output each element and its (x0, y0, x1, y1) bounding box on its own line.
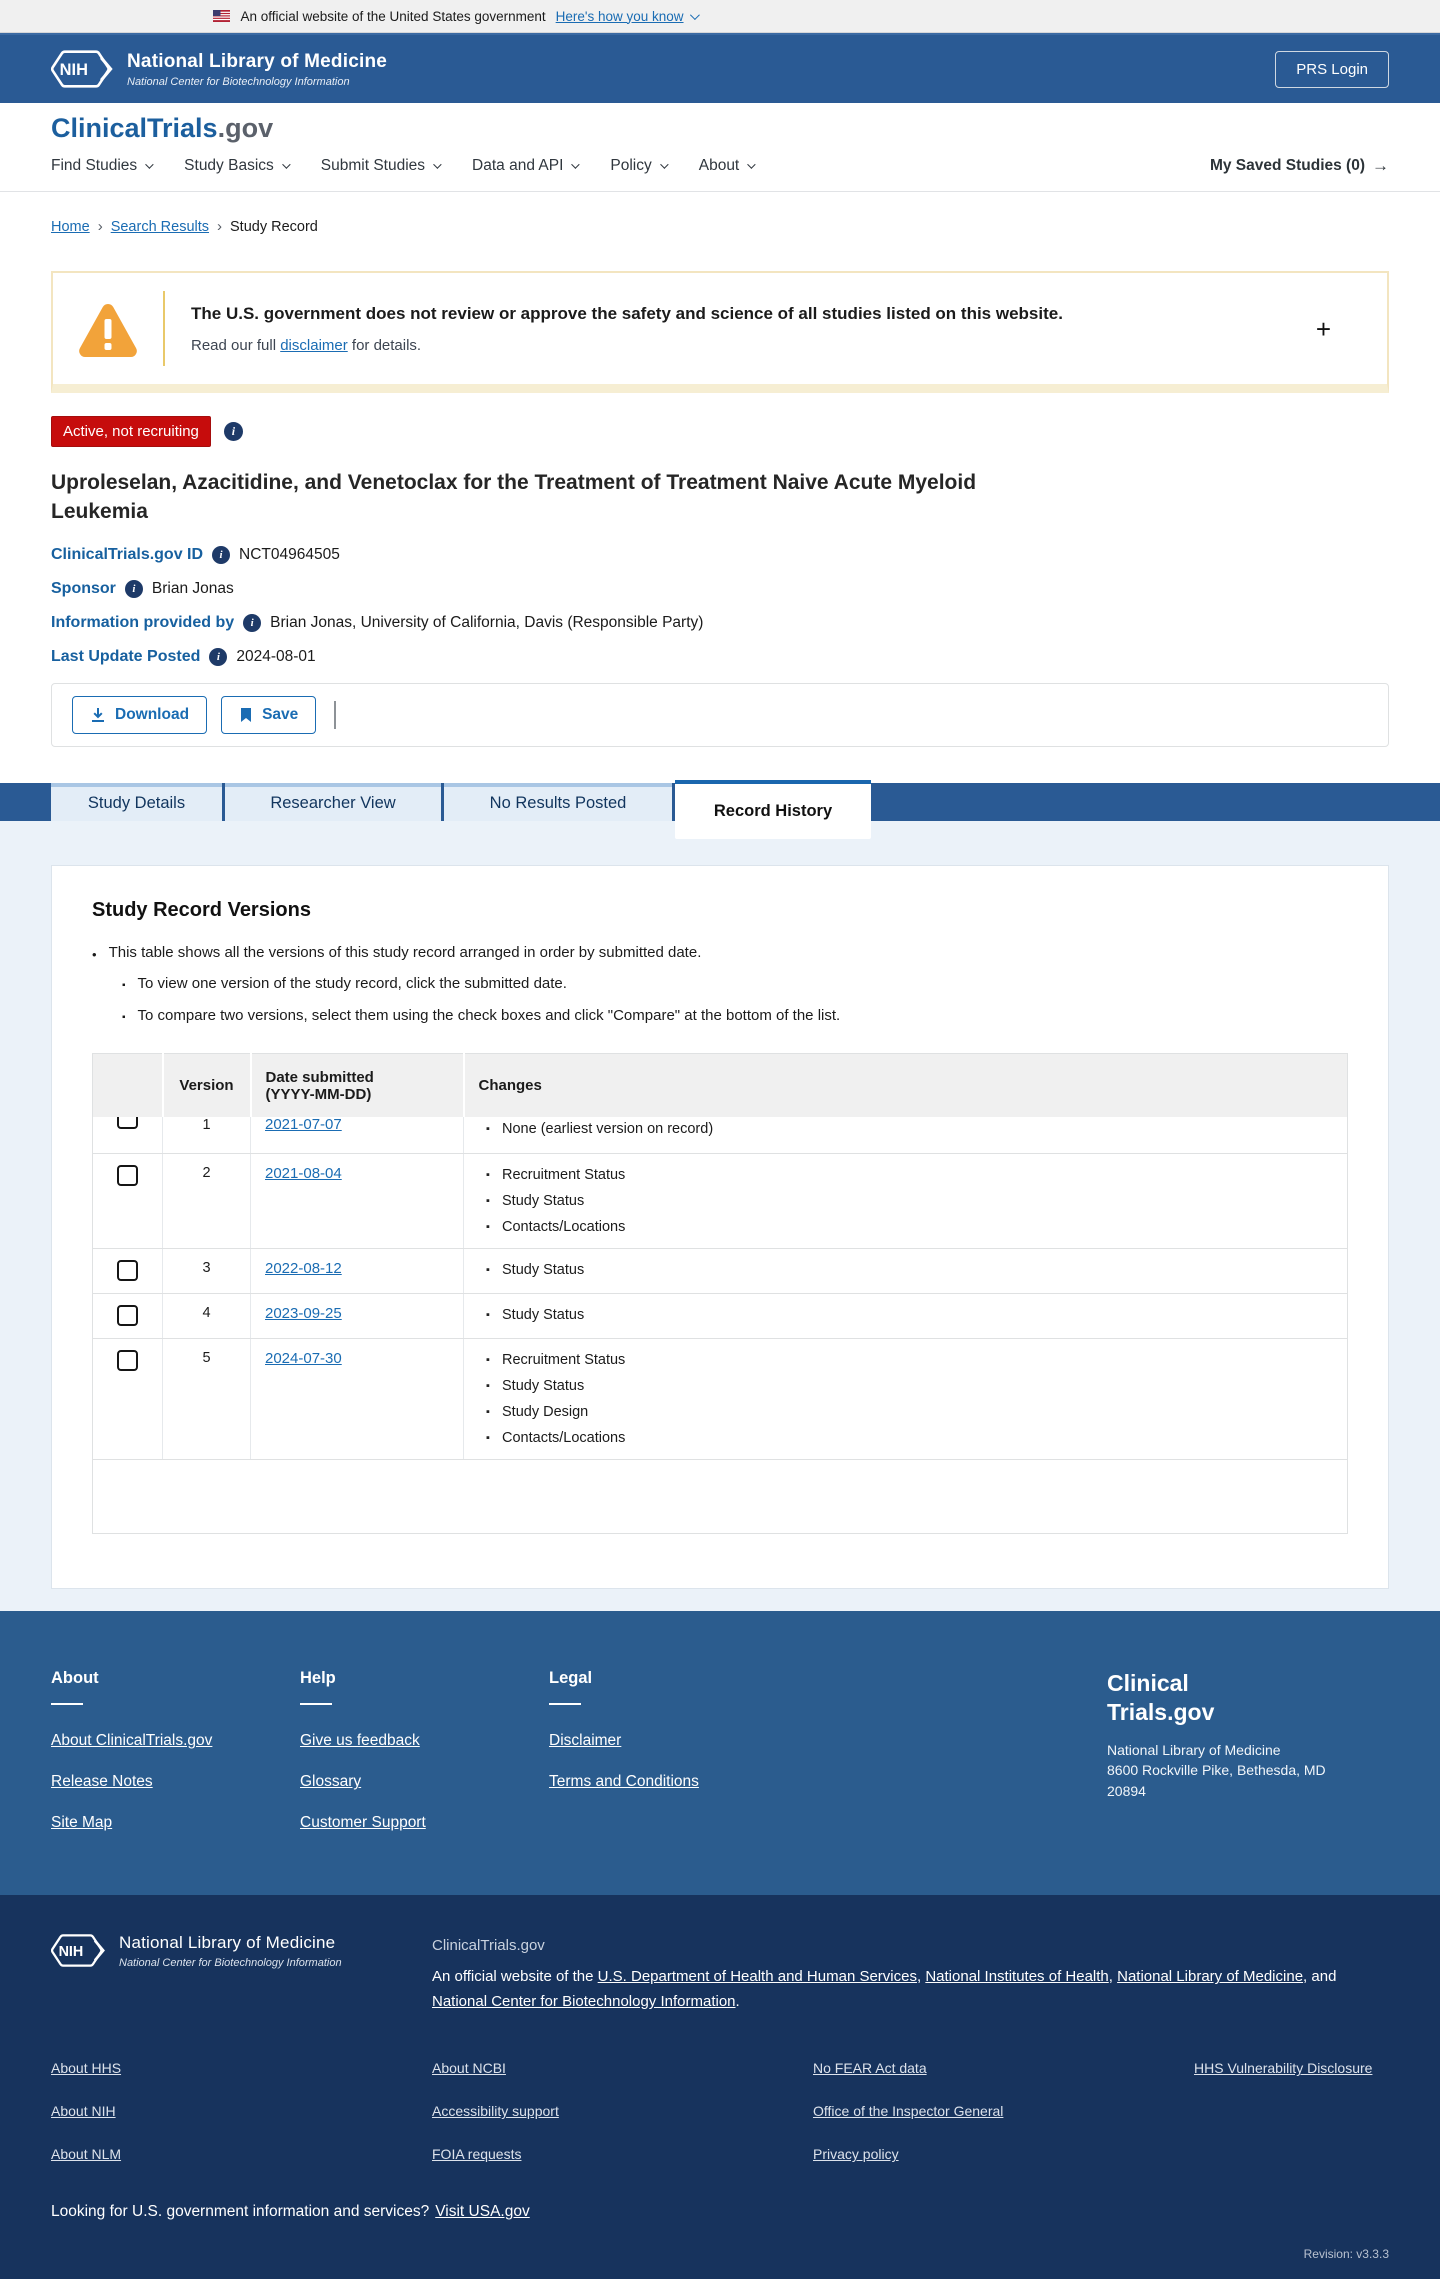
version-checkbox[interactable] (117, 1117, 138, 1129)
divider (300, 1703, 332, 1705)
nih-link[interactable]: National Institutes of Health (925, 1968, 1109, 1986)
change-item: ▪ None (earliest version on record) (494, 1117, 1333, 1141)
sponsor-label: Sponsor (51, 579, 116, 597)
record-versions-card (51, 865, 1389, 1590)
change-item: ▪ Contacts/Locations (494, 1214, 1333, 1240)
table-row (93, 1294, 1348, 1339)
link-privacy-policy[interactable]: Privacy policy (813, 2146, 899, 2163)
us-flag-icon (213, 10, 230, 22)
tab-no-results-posted[interactable]: No Results Posted (444, 783, 672, 821)
nav-study-basics[interactable]: Study Basics (184, 157, 288, 175)
chevron-down-icon (660, 160, 668, 168)
last-update-value: 2024-08-01 (236, 647, 316, 665)
official-website-statement: ClinicalTrials.gov An official website of the U.S. Department of Health and Human Services, National Institutes of Health, National Library of Medicine, and National Center for Biotechnology Information. (432, 1933, 1389, 2014)
nct-id-label: ClinicalTrials.gov ID (51, 545, 204, 563)
link-about-ncbi[interactable]: About NCBI (432, 2060, 506, 2077)
svg-text:NIH: NIH (58, 1944, 84, 1961)
nav-data-api[interactable]: Data and API (472, 157, 577, 175)
table-row (93, 1339, 1348, 1460)
footer-link-site-map[interactable]: Site Map (51, 1814, 113, 1832)
nav-about[interactable]: About (699, 157, 754, 175)
change-item: ▪ Recruitment Status (494, 1162, 1333, 1188)
link-inspector-general[interactable]: Office of the Inspector General (813, 2103, 1004, 2120)
breadcrumb-separator: › (97, 218, 103, 235)
download-button[interactable]: Download (72, 696, 207, 734)
version-date-link[interactable]: 2021-07-07 (265, 1117, 342, 1134)
link-about-hhs[interactable]: About HHS (51, 2060, 122, 2077)
nct-id-value: NCT04964505 (239, 545, 340, 563)
footer-link-feedback[interactable]: Give us feedback (300, 1732, 420, 1750)
instruction-text: This table shows all the versions of this study record arranged in order by submitted date. (108, 943, 702, 961)
link-hhs-vulnerability[interactable]: HHS Vulnerability Disclosure (1194, 2060, 1373, 2077)
table-header-row (93, 1053, 1348, 1117)
footer-link-terms[interactable]: Terms and Conditions (549, 1773, 699, 1791)
breadcrumb (0, 218, 1440, 235)
breadcrumb-search-results[interactable]: Search Results (110, 218, 210, 235)
version-number: 3 (163, 1249, 251, 1294)
page-title: Uproleselan, Azacitidine, and Venetoclax for the Treatment of Treatment Naive Acute Myeloid Leukemia (51, 471, 977, 523)
footer-address: National Library of Medicine 8600 Rockville Pike, Bethesda, MD 20894 (1107, 1741, 1326, 1799)
revision-label: Revision: v3.3.3 (1303, 2247, 1389, 2262)
main-nav (51, 156, 1389, 191)
clinicaltrials-logo[interactable]: ClinicalTrials.gov (51, 113, 274, 143)
action-toolbar (51, 683, 1389, 747)
change-item: ▪ Contacts/Locations (494, 1425, 1333, 1451)
site-footer (0, 1611, 1440, 1895)
arrow-right-icon: → (1372, 156, 1389, 175)
expand-plus-icon[interactable]: + (1315, 313, 1331, 344)
version-column-header: Version (163, 1053, 251, 1117)
nav-find-studies[interactable]: Find Studies (51, 157, 151, 175)
chevron-down-icon (282, 160, 290, 168)
link-about-nih[interactable]: About NIH (51, 2103, 116, 2120)
gov-banner-text: An official website of the United States government (240, 8, 546, 24)
my-saved-studies-link[interactable]: My Saved Studies (0) → (1209, 156, 1389, 175)
footer-about-column (51, 1669, 300, 1855)
visit-usa-gov-link[interactable]: Visit USA.gov (435, 2203, 530, 2221)
footer-legal-column (549, 1669, 1107, 1855)
link-no-fear-act[interactable]: No FEAR Act data (813, 2060, 927, 2077)
gov-banner (0, 0, 1440, 33)
footer-heading: Help (300, 1669, 336, 1688)
change-item: ▪ Study Status (494, 1373, 1333, 1399)
change-item: ▪ Recruitment Status (494, 1347, 1333, 1373)
table-row (93, 1117, 1348, 1154)
change-item: ▪ Study Design (494, 1399, 1333, 1425)
footer-link-disclaimer[interactable]: Disclaimer (549, 1732, 622, 1750)
chevron-down-icon (145, 160, 153, 168)
save-button[interactable]: Save (221, 696, 316, 734)
footer-heading: About (51, 1669, 99, 1688)
link-accessibility[interactable]: Accessibility support (432, 2103, 559, 2120)
link-about-nlm[interactable]: About NLM (51, 2146, 122, 2163)
versions-table (92, 1053, 1348, 1535)
instructions-list: • This table shows all the versions of this study record arranged in order by submitted date. ▪ To view one version of the study record, click the submitted date. ▪ To compare two versions, select them using the check boxes and click "Compare" at the bottom of the list. (92, 944, 1348, 1029)
nih-org-title: National Library of Medicine (127, 50, 388, 72)
nlm-logo-block (51, 1933, 432, 2014)
version-number: 5 (163, 1339, 251, 1460)
changes-column-header: Changes (464, 1053, 1348, 1117)
footer-link-customer-support[interactable]: Customer Support (300, 1814, 426, 1832)
checkbox-column-header (93, 1053, 163, 1117)
nav-policy[interactable]: Policy (610, 157, 665, 175)
prs-login-button[interactable]: PRS Login (1275, 51, 1389, 88)
nlm-link[interactable]: National Library of Medicine (1117, 1968, 1304, 1986)
usa-gov-line: Looking for U.S. government information and services? Visit USA.gov (51, 2203, 530, 2221)
table-row (93, 1154, 1348, 1249)
warning-triangle-icon (77, 301, 139, 357)
last-update-label: Last Update Posted (51, 647, 201, 665)
divider (163, 291, 165, 366)
breadcrumb-current: Study Record (230, 218, 318, 235)
ncbi-subtitle: National Center for Biotechnology Information (119, 1957, 342, 1970)
version-date-link[interactable]: 2021-08-04 (265, 1165, 342, 1183)
record-tabs (0, 783, 1440, 821)
study-header (0, 416, 1440, 666)
version-date-link[interactable]: 2024-07-30 (265, 1350, 342, 1368)
chevron-down-icon (433, 160, 441, 168)
svg-text:NIH: NIH (59, 61, 88, 80)
gov-banner-link[interactable]: Here's how you know (556, 9, 697, 24)
change-item: ▪ Study Status (494, 1257, 1333, 1283)
hhs-link[interactable]: U.S. Department of Health and Human Services (597, 1968, 917, 1986)
footer-link-glossary[interactable]: Glossary (300, 1773, 362, 1791)
main-content (0, 821, 1440, 1612)
government-disclaimer-banner (51, 271, 1389, 393)
download-icon (90, 707, 106, 723)
instruction-text: To compare two versions, select them using the check boxes and click "Compare" at the bottom of the list. (137, 1006, 841, 1024)
info-provided-label: Information provided by (51, 613, 235, 631)
info-icon[interactable]: i (125, 580, 143, 598)
info-icon[interactable]: i (243, 614, 261, 632)
divider (51, 1703, 83, 1705)
nlm-footer (0, 1895, 1440, 2279)
change-item: ▪ Study Status (494, 1188, 1333, 1214)
date-column-header: Date submitted (YYYY-MM-DD) (251, 1053, 464, 1117)
footer-help-column (300, 1669, 549, 1855)
nav-submit-studies[interactable]: Submit Studies (321, 157, 439, 175)
info-icon[interactable]: i (212, 546, 230, 564)
chevron-down-icon (747, 160, 755, 168)
version-checkbox[interactable] (117, 1305, 138, 1326)
version-date-link[interactable]: 2022-08-12 (265, 1260, 342, 1278)
chevron-down-icon (572, 160, 580, 168)
nih-org-subtitle: National Center for Biotechnology Information (127, 75, 350, 88)
footer-heading: Legal (549, 1669, 593, 1688)
status-badge: Active, not recruiting (51, 416, 211, 447)
version-checkbox[interactable] (117, 1260, 138, 1281)
table-footer-row (93, 1460, 1348, 1534)
disclaimer-title: The U.S. government does not review or approve the safety and science of all studies listed on this website. (191, 303, 1063, 323)
info-icon[interactable]: i (224, 422, 243, 441)
section-title: Study Record Versions (92, 898, 311, 921)
info-provided-value: Brian Jonas, University of California, Davis (Responsible Party) (270, 613, 704, 631)
clinicaltrials-footer-logo: Clinical Trials.gov (1107, 1670, 1215, 1726)
bookmark-icon (239, 707, 253, 723)
nih-logo (51, 49, 115, 89)
sponsor-value: Brian Jonas (151, 579, 234, 597)
chevron-down-icon (689, 10, 699, 20)
footer-link-release-notes[interactable]: Release Notes (51, 1773, 153, 1791)
breadcrumb-home[interactable]: Home (51, 218, 90, 235)
disclaimer-body: Read our full disclaimer for details. (191, 336, 422, 354)
ncbi-link[interactable]: National Center for Biotechnology Information (432, 1993, 736, 2011)
tab-study-details[interactable]: Study Details (51, 783, 222, 821)
version-checkbox[interactable] (117, 1350, 138, 1371)
site-name: ClinicalTrials.gov (432, 1937, 545, 1955)
tab-researcher-view[interactable]: Researcher View (225, 783, 441, 821)
version-number: 2 (163, 1154, 251, 1249)
change-item: ▪ Study Status (494, 1302, 1333, 1328)
nlm-title: National Library of Medicine (119, 1933, 336, 1953)
nih-logo (51, 1933, 107, 1968)
nih-header (0, 33, 1440, 103)
version-number: 1 (202, 1117, 211, 1134)
footer-link-about-clinicaltrials[interactable]: About ClinicalTrials.gov (51, 1732, 213, 1750)
version-date-link[interactable]: 2023-09-25 (265, 1305, 342, 1323)
tab-record-history[interactable]: Record History (675, 780, 871, 839)
table-row (93, 1249, 1348, 1294)
disclaimer-link[interactable]: disclaimer (280, 336, 348, 354)
version-checkbox[interactable] (117, 1165, 138, 1186)
site-header (0, 103, 1440, 192)
divider (334, 701, 336, 729)
footer-brand-block (1107, 1669, 1389, 1855)
link-foia[interactable]: FOIA requests (432, 2146, 522, 2163)
instruction-text: To view one version of the study record, click the submitted date. (137, 974, 567, 992)
breadcrumb-separator: › (217, 218, 223, 235)
info-icon[interactable]: i (209, 648, 227, 666)
footer-links-grid (51, 2060, 1389, 2189)
divider (549, 1703, 581, 1705)
version-number: 4 (163, 1294, 251, 1339)
